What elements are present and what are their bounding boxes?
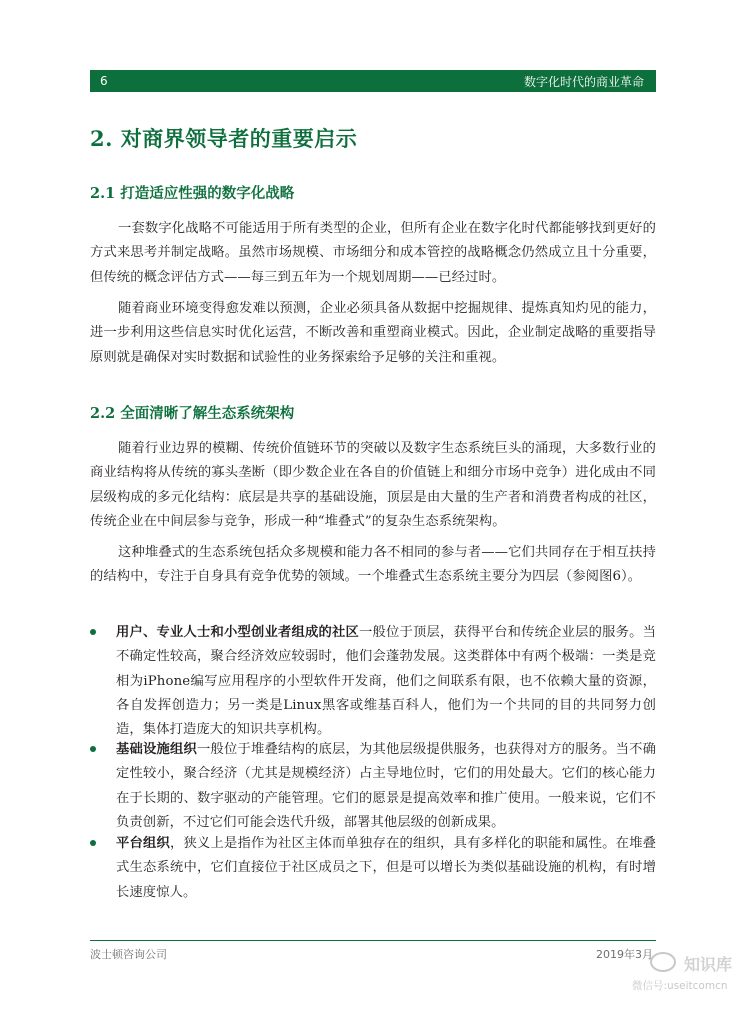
footer-date: 2019年3月	[596, 948, 653, 961]
bullet-platform	[90, 832, 656, 905]
bullet-infrastructure-term: 基础设施组织	[116, 742, 198, 757]
watermark-title: 知识库	[684, 955, 733, 974]
bullet-platform-text	[116, 832, 656, 905]
section-heading-2-1: 2.1 打造适应性强的数字化战略	[90, 185, 295, 202]
running-title: 数字化时代的商业革命	[523, 74, 644, 89]
bullet-community-body: 一般位于顶层，获得平台和传统企业层的服务。当不确定性较高，聚合经济效应较弱时，他们会蓬勃发展。这类群体中有两个极端：一类是竞相为iPhone编写应用程序的小型软件开发商，他们之间联系有限，也不依赖大量的资源，各自发挥创造力；另一类是Linux黑客或维基百科人，他们为一个共同的目的共同努力创造，集体打造庞大的知识共享机构。	[116, 625, 656, 738]
bullet-platform-term: 平台组织	[116, 836, 171, 851]
paragraph-ecosystem-1: 随着行业边界的模糊、传统价值链环节的突破以及数字生态系统巨头的涌现，大多数行业的商业结构将从传统的寡头垄断（即少数企业在各自的价值链上和细分市场中竞争）进化成由不同层级构成的多元化结构：底层是共享的基础设施，顶层是由大量的生产者和消费者构成的社区，传统企业在中间层参与竞争，形成一种“堆叠式”的复杂生态系统架构。	[90, 441, 656, 529]
page-number: 6	[100, 74, 108, 88]
bullet-community-term: 用户、专业人士和小型创业者组成的社区	[116, 625, 360, 640]
paragraph-strategy-1: 一套数字化战略不可能适用于所有类型的企业，但所有企业在数字化时代都能够找到更好的方式来思考并制定战略。虽然市场规模、市场细分和成本管控的战略概念仍然成立且十分重要，但传统的概念评估方式——每三到五年为一个规划周期——已经过时。	[90, 221, 656, 285]
chapter-title: 2. 对商界领导者的重要启示	[90, 126, 358, 151]
bullet-infrastructure	[90, 738, 656, 835]
bullet-dot-icon	[90, 629, 96, 635]
bullet-platform-body: ，狭义上是指作为社区主体而单独存在的组织，具有多样化的职能和属性。在堆叠式生态系统中，它们直接位于社区成员之下，但是可以增长为类似基础设施的机构，有时增长速度惊人。	[116, 836, 656, 900]
bullet-infrastructure-text	[116, 738, 656, 835]
section-heading-2-2: 2.2 全面清晰了解生态系统架构	[90, 405, 295, 422]
footer-divider	[90, 940, 656, 941]
wechat-icon	[650, 952, 676, 972]
running-header	[90, 70, 656, 92]
paragraph-ecosystem-2: 这种堆叠式的生态系统包括众多规模和能力各不相同的参与者——它们共同存在于相互扶持的结构中，专注于自身具有竞争优势的领域。一个堆叠式生态系统主要分为四层（参阅图6）。	[90, 545, 656, 585]
watermark-subtitle: 微信号:useitcomcn	[632, 980, 728, 992]
bullet-dot-icon	[90, 746, 96, 752]
bullet-dot-icon	[90, 840, 96, 846]
paragraph-strategy-2: 随着商业环境变得愈发难以预测，企业必须具备从数据中挖掘规律、提炼真知灼见的能力，进一步利用这些信息实时优化运营，不断改善和重塑商业模式。因此，企业制定战略的重要指导原则就是确保对实时数据和试验性的业务探索给予足够的关注和重视。	[90, 301, 656, 365]
bullet-infrastructure-body: 一般位于堆叠结构的底层，为其他层级提供服务，也获得对方的服务。当不确定性较小，聚合经济（尤其是规模经济）占主导地位时，它们的用处最大。它们的核心能力在于长期的、数字驱动的产能管理。它们的愿景是提高效率和推广使用。一般来说，它们不负责创新，不过它们可能会迭代升级，部署其他层级的创新成果。	[116, 742, 656, 830]
footer-publisher: 波士顿咨询公司	[90, 948, 167, 961]
bullet-community	[90, 621, 656, 742]
bullet-community-text	[116, 621, 656, 742]
